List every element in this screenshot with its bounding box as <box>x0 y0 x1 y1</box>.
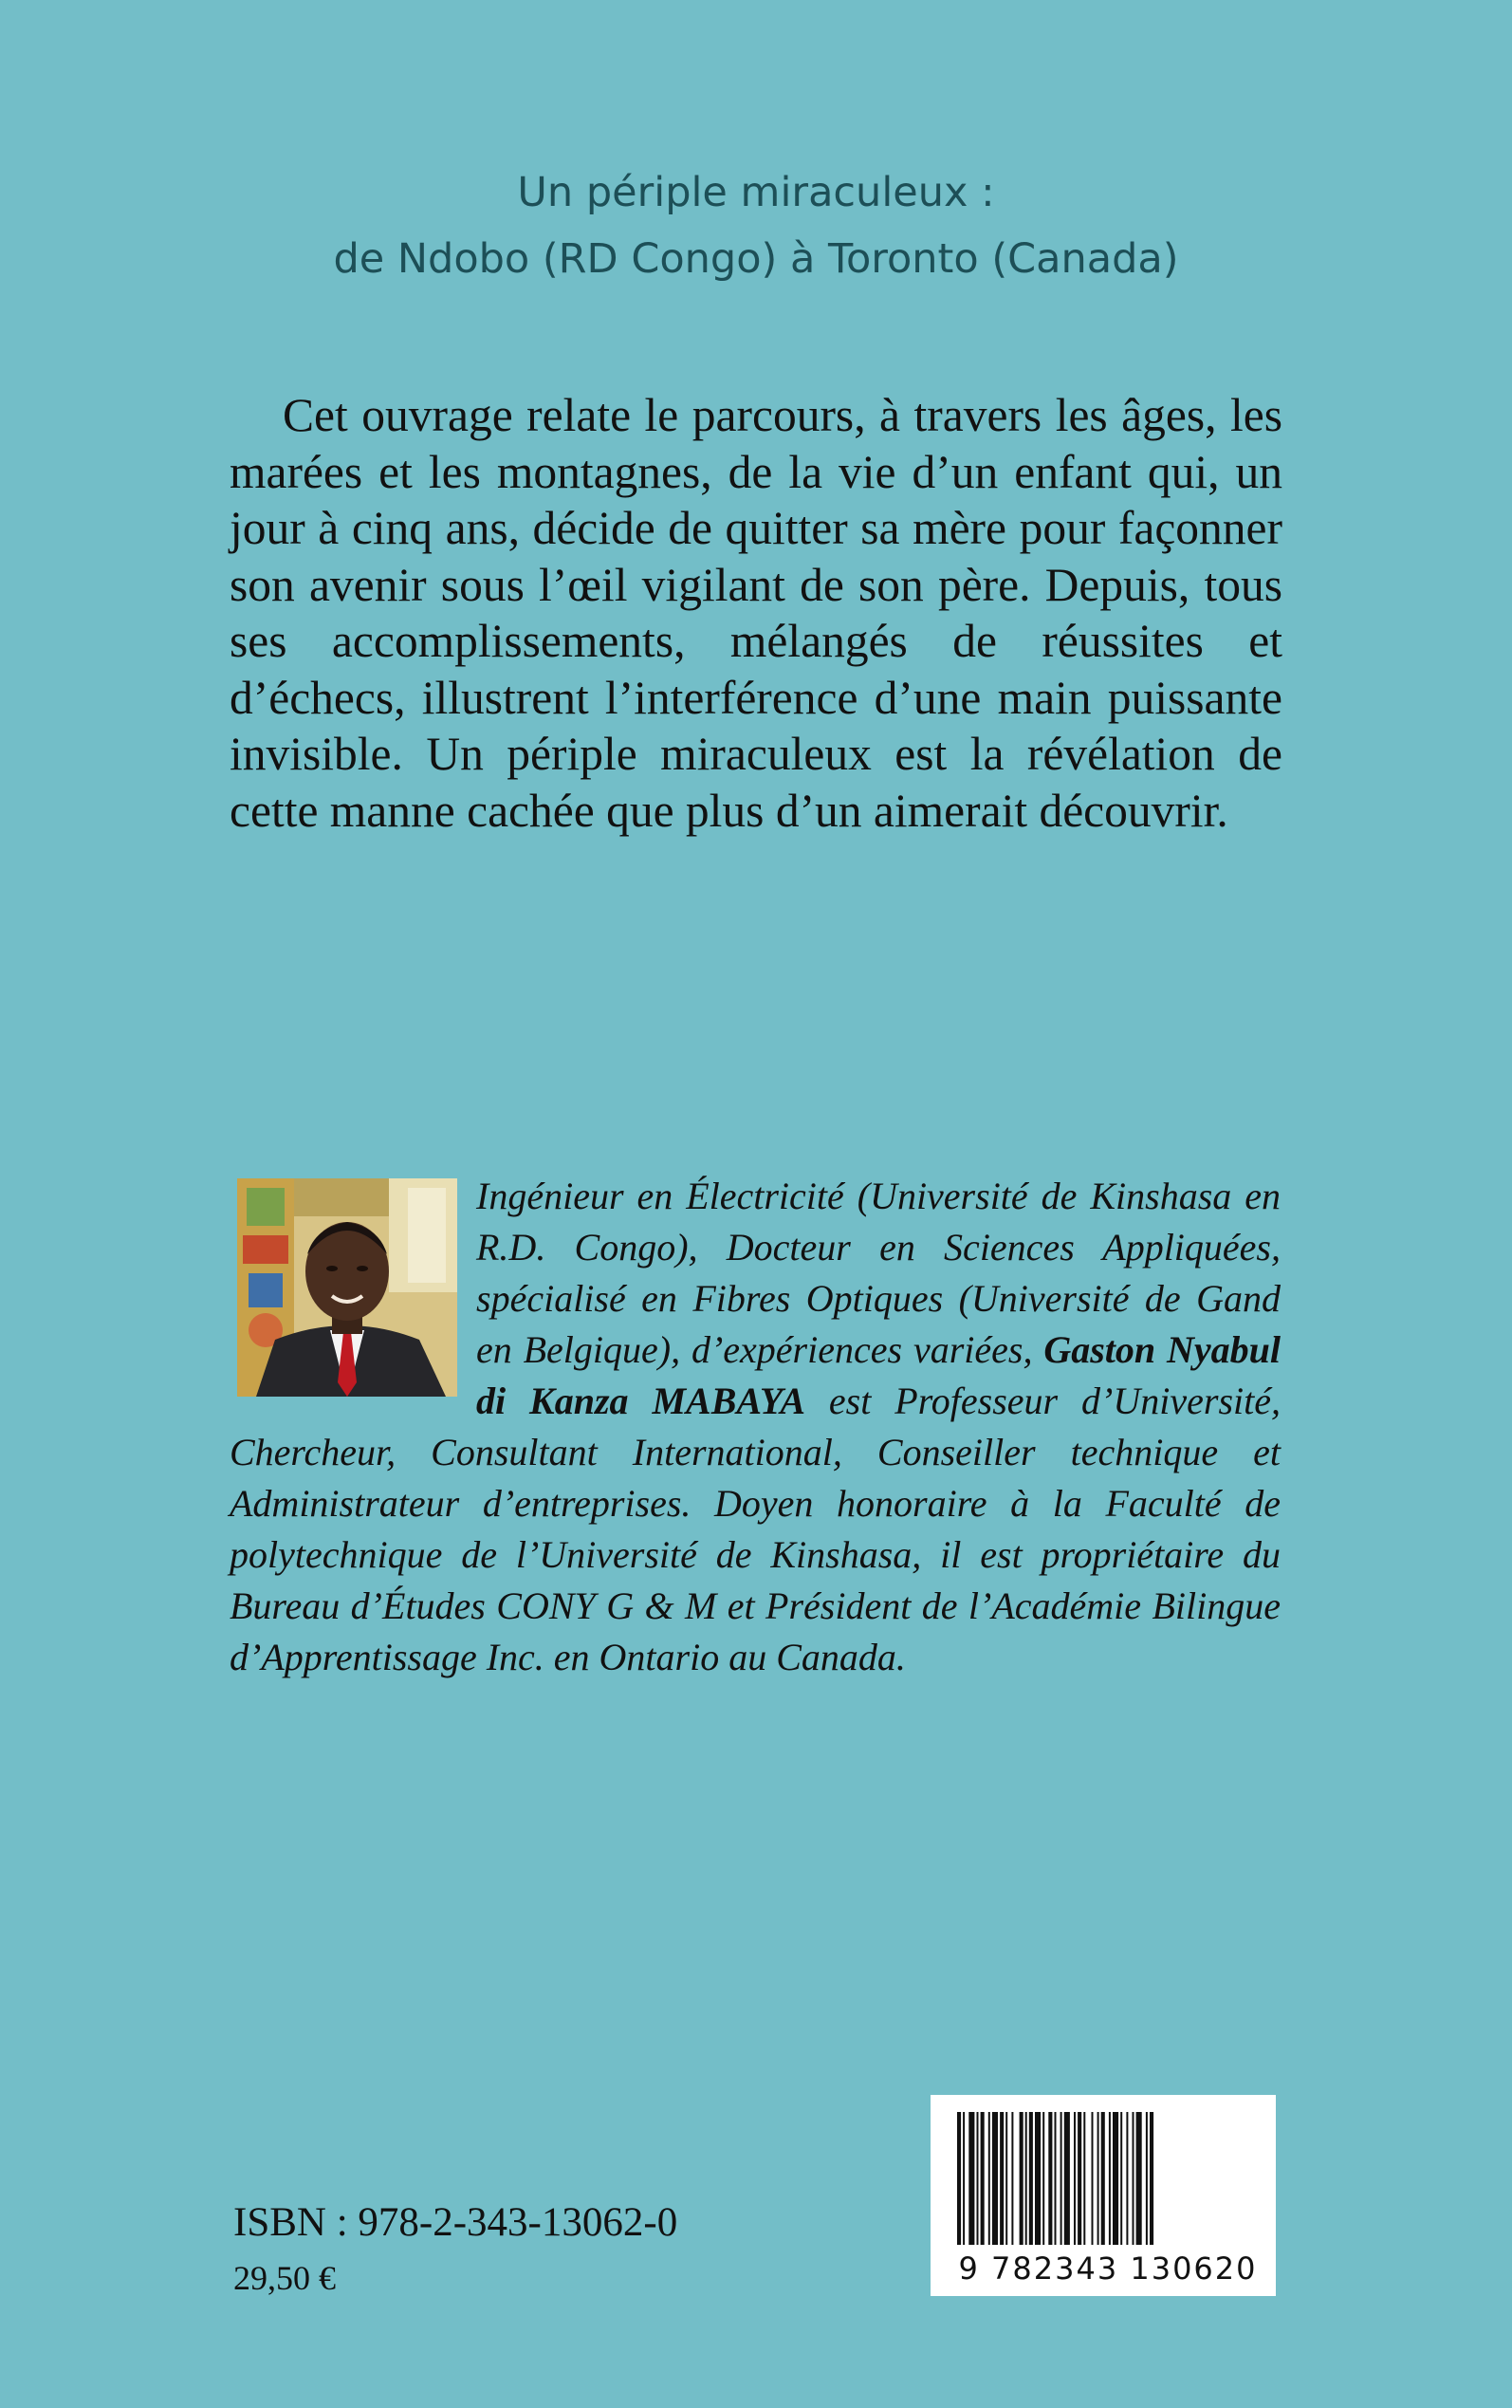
barcode-bar <box>1000 2112 1004 2245</box>
title-line-2: de Ndobo (RD Congo) à Toronto (Canada) <box>333 235 1179 283</box>
barcode-bar <box>1025 2112 1027 2245</box>
barcode-bar <box>992 2112 998 2245</box>
barcode-bar <box>1029 2112 1033 2245</box>
barcode-bar <box>1146 2112 1148 2245</box>
barcode-bar <box>981 2112 985 2245</box>
barcode-bar <box>1136 2112 1142 2245</box>
price: 29,50 € <box>233 2259 336 2297</box>
barcode-bar <box>1074 2112 1076 2245</box>
barcode-bar <box>1060 2112 1062 2245</box>
barcode-bar <box>968 2112 974 2245</box>
barcode-bar <box>1113 2112 1118 2245</box>
barcode-bar <box>1055 2112 1057 2245</box>
bio-text-after: est Professeur d’Université, Chercheur, Consultant International, Conseiller technique et Administrateur d’entreprises. Doyen honoraire à la Faculté de polytechnique de l’Université de Kinshasa, il est propriétaire du Bureau d’Études CONY G & M et Président de l’Académie Bilingue d’Apprentissage Inc. en Ontario au Canada. <box>230 1380 1281 1678</box>
barcode-bar <box>1083 2112 1085 2245</box>
barcode-bar <box>1133 2112 1134 2245</box>
barcode-bar <box>1092 2112 1094 2245</box>
author-bio <box>230 1171 1281 1683</box>
barcode-bar <box>1101 2112 1105 2245</box>
barcode-bar <box>1126 2112 1128 2245</box>
barcode-bar <box>1097 2112 1099 2245</box>
barcode-bar <box>988 2112 990 2245</box>
barcode-bar <box>1064 2112 1070 2245</box>
author-name: Gaston Nyabul di Kanza MABAYA <box>476 1328 1282 1422</box>
barcode-bar <box>1020 2112 1023 2245</box>
barcode-bar <box>957 2112 961 2245</box>
barcode-bar <box>1048 2112 1052 2245</box>
barcode-digits: 9 782343 130620 <box>958 2251 1258 2287</box>
barcode-bar <box>1005 2112 1007 2245</box>
title-line-1: Un périple miraculeux : <box>517 169 995 216</box>
barcode-bar <box>1150 2112 1153 2245</box>
barcode-bar <box>1011 2112 1013 2245</box>
barcode-bar <box>1035 2112 1041 2245</box>
barcode <box>931 2095 1276 2296</box>
photo-spacer <box>230 1171 476 1425</box>
barcode-bar <box>1120 2112 1122 2245</box>
barcode-bar <box>963 2112 965 2245</box>
barcode-bar <box>977 2112 979 2245</box>
synopsis-text: Cet ouvrage relate le parcours, à travers les âges, les marées et les montagnes, de la vie d’un enfant qui, un jour à cinq ans, décide de quitter sa mère pour façonner son avenir sous l’œil vigilant de son père. Depuis, tous ses accomplissements, mélangés de réussites et d’échecs, illustrent l’interférence d’une main puissante invisible. Un périple miraculeux est la révélation de cette manne cachée que plus d’un aimerait découvrir. <box>230 389 1282 837</box>
bio-text-before: Ingénieur en Électricité (Université de Kinshasa en R.D. Congo), Docteur en Sciences Appliquées, spécialisé en Fibres Optiques (Université de Gand en Belgique), d’expériences variées, <box>476 1175 1281 1371</box>
barcode-bar <box>1109 2112 1111 2245</box>
barcode-bar <box>1042 2112 1044 2245</box>
isbn: ISBN : 978-2-343-13062-0 <box>233 2200 678 2245</box>
barcode-bar <box>1078 2112 1081 2245</box>
